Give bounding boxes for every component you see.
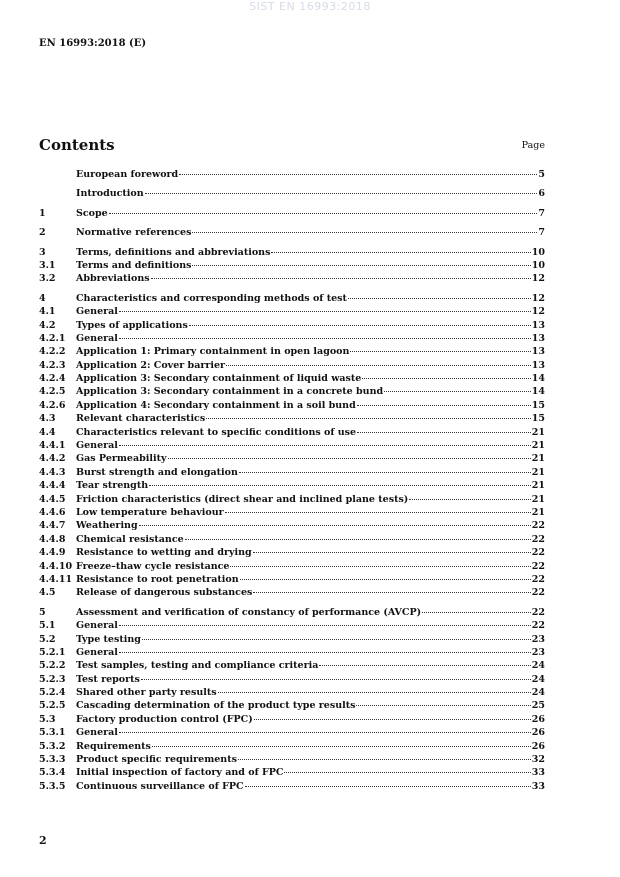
toc-entry-page: 22: [531, 587, 545, 599]
toc-entry-page: 22: [531, 606, 545, 618]
toc-entry-title: European foreword: [76, 169, 179, 180]
toc-entry[interactable]: [39, 305, 545, 318]
toc-entry-page: 13: [531, 319, 545, 331]
toc-entry-title: Weathering: [76, 520, 138, 532]
toc-entry-page: 21: [531, 426, 545, 438]
toc-dot-leader: [119, 337, 531, 339]
toc-entry-number: 5.2.1: [39, 646, 66, 658]
toc-entry-number: 4.4.3: [39, 466, 66, 478]
toc-entry-page: 23: [531, 633, 545, 645]
toc-entry-page: 22: [531, 533, 545, 545]
toc-entry[interactable]: [39, 452, 545, 465]
toc-dot-leader: [271, 251, 530, 253]
toc-entry[interactable]: [39, 372, 545, 385]
toc-entry[interactable]: [39, 726, 545, 739]
toc-entry-number: 3.1: [39, 259, 56, 271]
toc-entry[interactable]: [39, 686, 545, 699]
toc-entry-page: 13: [531, 359, 545, 371]
toc-entry-page: 12: [531, 292, 545, 304]
toc-entry-number: 5.2.5: [39, 700, 66, 712]
toc-entry[interactable]: [39, 560, 545, 573]
toc-dot-leader: [179, 173, 537, 175]
toc-entry-title: Requirements: [76, 740, 151, 752]
toc-entry-title: Application 4: Secondary containment in a soil bund: [76, 399, 356, 411]
toc-dot-leader: [238, 758, 531, 760]
toc-entry-title: Relevant characteristics: [76, 413, 206, 425]
toc-entry-page: 13: [531, 346, 545, 358]
toc-entry-title: Characteristics and corresponding methods of test: [76, 292, 347, 304]
toc-entry[interactable]: [39, 533, 545, 546]
toc-dot-leader: [109, 212, 538, 214]
toc-dot-leader: [119, 731, 531, 733]
toc-entry-page: 21: [531, 453, 545, 465]
toc-entry-title: Product specific requirements: [76, 754, 237, 766]
toc-entry-page: 22: [531, 560, 545, 572]
toc-dot-leader: [139, 524, 531, 526]
toc-entry-number: 4.2.5: [39, 386, 66, 398]
toc-entry-page: 21: [531, 480, 545, 492]
toc-entry-number: 5.1: [39, 620, 56, 632]
toc-entry-title: Shared other party results: [76, 687, 217, 699]
toc-entry[interactable]: [39, 187, 545, 200]
watermark: SIST EN 16993:2018: [249, 0, 371, 13]
toc-dot-leader: [357, 404, 531, 406]
toc-entry-number: 5.2.2: [39, 660, 66, 672]
toc-entry-title: Factory production control (FPC): [76, 713, 253, 725]
toc-dot-leader: [206, 417, 531, 419]
toc-entry-page: 15: [531, 399, 545, 411]
toc-entry-page: 22: [531, 573, 545, 585]
toc-entry[interactable]: [39, 359, 545, 372]
toc-entry-title: Abbreviations: [76, 273, 150, 285]
toc-entry[interactable]: [39, 412, 545, 425]
toc-entry-page: 21: [531, 506, 545, 518]
toc-entry-title: Release of dangerous substances: [76, 587, 253, 599]
toc-entry-title: Test reports: [76, 673, 140, 685]
toc-entry-page: 14: [531, 386, 545, 398]
toc-dot-leader: [218, 691, 531, 693]
toc-entry-number: 4.4.2: [39, 453, 66, 465]
toc-entry-number: 5.3: [39, 713, 56, 725]
toc-dot-leader: [119, 310, 531, 312]
toc-entry[interactable]: [39, 586, 545, 599]
toc-entry-title: Characteristics relevant to specific conditions of use: [76, 426, 357, 438]
toc-entry-page: 6: [538, 188, 545, 200]
toc-entry[interactable]: [39, 207, 545, 220]
toc-entry-page: 32: [531, 754, 545, 766]
toc-entry-title: General: [76, 332, 118, 344]
toc-entry-title: Test samples, testing and compliance criteria: [76, 660, 319, 672]
toc-dot-leader: [225, 511, 531, 513]
toc-entry-title: Freeze–thaw cycle resistance: [76, 560, 230, 572]
toc-dot-leader: [168, 457, 531, 459]
toc-entry-number: 4.4.1: [39, 440, 66, 452]
toc-entry[interactable]: [39, 332, 545, 345]
toc-entry[interactable]: [39, 619, 545, 632]
toc-entry[interactable]: [39, 780, 545, 793]
toc-entry-title: Friction characteristics (direct shear and inclined plane tests): [76, 493, 409, 505]
toc-dot-leader: [350, 350, 530, 352]
toc-entry-page: 22: [531, 620, 545, 632]
toc-entry[interactable]: [39, 519, 545, 532]
toc-dot-leader: [142, 638, 531, 640]
contents-heading: Contents: [39, 136, 115, 154]
toc-entry-title: Types of applications: [76, 319, 188, 331]
toc-dot-leader: [240, 578, 531, 580]
toc-entry-page: 33: [531, 780, 545, 792]
toc-entry-page: 24: [531, 687, 545, 699]
toc-entry-page: 15: [531, 413, 545, 425]
toc-entry-title: Tear strength: [76, 480, 149, 492]
toc-entry-number: 5.3.1: [39, 727, 66, 739]
toc-entry-title: Terms, definitions and abbreviations: [76, 246, 271, 258]
toc-entry-number: 4.4.8: [39, 533, 66, 545]
toc-entry-page: 10: [531, 259, 545, 271]
toc-entry-title: Cascading determination of the product type results: [76, 700, 356, 712]
toc-dot-leader: [254, 718, 531, 720]
toc-entry-page: 21: [531, 466, 545, 478]
toc-dot-leader: [119, 624, 531, 626]
toc-entry-page: 24: [531, 660, 545, 672]
toc-entry[interactable]: [39, 573, 545, 586]
toc-entry-number: 4.2.3: [39, 359, 66, 371]
toc-entry[interactable]: [39, 385, 545, 398]
toc-entry[interactable]: [39, 493, 545, 506]
toc-entry-title: Chemical resistance: [76, 533, 184, 545]
toc-entry-title: Burst strength and elongation: [76, 466, 238, 478]
toc-entry-title: Low temperature behaviour: [76, 506, 224, 518]
toc-entry-page: 12: [531, 273, 545, 285]
toc-entry[interactable]: [39, 319, 545, 332]
toc-dot-leader: [192, 231, 537, 233]
toc-entry-number: 2: [39, 227, 46, 239]
toc-dot-leader: [189, 324, 531, 326]
toc-entry-title: Application 1: Primary containment in open lagoon: [76, 346, 350, 358]
toc-dot-leader: [239, 471, 531, 473]
toc-entry[interactable]: [39, 439, 545, 452]
toc-entry[interactable]: [39, 168, 545, 181]
toc-entry[interactable]: [39, 753, 545, 766]
toc-entry-page: 26: [531, 713, 545, 725]
toc-entry-number: 4.2.2: [39, 346, 66, 358]
toc-entry-page: 7: [538, 207, 545, 219]
toc-entry-page: 26: [531, 727, 545, 739]
toc-entry[interactable]: [39, 766, 545, 779]
toc-dot-leader: [141, 678, 531, 680]
toc-entry-number: 4.4.11: [39, 573, 73, 585]
toc-entry[interactable]: [39, 659, 545, 672]
toc-entry[interactable]: [39, 479, 545, 492]
toc-dot-leader: [119, 651, 531, 653]
toc-dot-leader: [253, 551, 531, 553]
toc-entry-number: 5: [39, 606, 46, 618]
toc-dot-leader: [152, 745, 531, 747]
toc-dot-leader: [192, 264, 530, 266]
toc-entry[interactable]: [39, 633, 545, 646]
toc-entry-page: 14: [531, 373, 545, 385]
toc-entry-page: 21: [531, 440, 545, 452]
toc-entry-title: Type testing: [76, 633, 141, 645]
toc-entry[interactable]: [39, 399, 545, 412]
toc-entry-page: 33: [531, 767, 545, 779]
toc-entry[interactable]: [39, 426, 545, 439]
toc-entry-title: Gas Permeability: [76, 453, 167, 465]
toc-entry-number: 4.5: [39, 587, 56, 599]
toc-dot-leader: [356, 704, 530, 706]
toc-entry-number: 4.1: [39, 306, 56, 318]
toc-entry-number: 5.3.2: [39, 740, 66, 752]
toc-dot-leader: [230, 565, 530, 567]
toc-entry-number: 4.4.9: [39, 547, 66, 559]
toc-dot-leader: [245, 785, 531, 787]
toc-entry[interactable]: [39, 646, 545, 659]
toc-entry[interactable]: [39, 606, 545, 619]
toc-entry-page: 12: [531, 306, 545, 318]
toc-entry-number: 4.4.7: [39, 520, 66, 532]
table-of-contents: [39, 168, 545, 793]
toc-entry-number: 4.4.6: [39, 506, 66, 518]
toc-entry-page: 22: [531, 520, 545, 532]
toc-entry[interactable]: [39, 740, 545, 753]
toc-entry-page: 10: [531, 246, 545, 258]
toc-entry-number: 4.2.4: [39, 373, 66, 385]
toc-entry-number: 4.4.5: [39, 493, 66, 505]
toc-dot-leader: [145, 192, 538, 194]
toc-dot-leader: [384, 390, 531, 392]
toc-dot-leader: [151, 277, 531, 279]
toc-entry-number: 4.2.6: [39, 399, 66, 411]
toc-dot-leader: [357, 431, 531, 433]
toc-entry-title: Application 3: Secondary containment of liquid waste: [76, 373, 362, 385]
footer-page-number: 2: [39, 834, 47, 847]
toc-entry-page: 25: [531, 700, 545, 712]
toc-entry[interactable]: [39, 259, 545, 272]
toc-entry-number: 5.2.3: [39, 673, 66, 685]
toc-entry[interactable]: [39, 506, 545, 519]
toc-dot-leader: [319, 664, 530, 666]
toc-entry-number: 4.2: [39, 319, 56, 331]
toc-entry-title: General: [76, 620, 118, 632]
toc-dot-leader: [185, 538, 531, 540]
toc-entry-page: 26: [531, 740, 545, 752]
toc-dot-leader: [149, 484, 531, 486]
toc-entry-number: 5.3.4: [39, 767, 66, 779]
toc-entry-title: Continuous surveillance of FPC: [76, 780, 244, 792]
toc-dot-leader: [226, 364, 531, 366]
toc-entry-number: 3.2: [39, 273, 56, 285]
toc-entry-number: 5.3.5: [39, 780, 66, 792]
toc-entry-number: 4.4.4: [39, 480, 66, 492]
toc-entry-number: 4.2.1: [39, 332, 66, 344]
toc-dot-leader: [409, 498, 530, 500]
toc-entry-number: 5.3.3: [39, 754, 66, 766]
toc-entry-title: Resistance to wetting and drying: [76, 547, 252, 559]
toc-dot-leader: [362, 377, 530, 379]
toc-dot-leader: [422, 611, 531, 613]
toc-entry-page: 13: [531, 332, 545, 344]
toc-entry-number: 5.2.4: [39, 687, 66, 699]
toc-entry[interactable]: [39, 673, 545, 686]
toc-entry[interactable]: [39, 226, 545, 239]
toc-entry-page: 24: [531, 673, 545, 685]
toc-entry-number: 3: [39, 246, 46, 258]
toc-entry[interactable]: [39, 713, 545, 726]
toc-entry-title: Scope: [76, 207, 108, 219]
toc-dot-leader: [348, 297, 531, 299]
toc-entry-number: 5.2: [39, 633, 56, 645]
toc-entry[interactable]: [39, 699, 545, 712]
document-id: EN 16993:2018 (E): [39, 38, 147, 49]
toc-entry-page: 23: [531, 646, 545, 658]
toc-entry-page: 22: [531, 547, 545, 559]
toc-entry[interactable]: [39, 272, 545, 285]
toc-entry-title: General: [76, 727, 118, 739]
toc-entry-number: 4.4.10: [39, 560, 73, 572]
toc-dot-leader: [119, 444, 531, 446]
toc-entry-number: 4.4: [39, 426, 56, 438]
toc-entry[interactable]: [39, 292, 545, 305]
toc-entry-title: Application 2: Cover barrier: [76, 359, 226, 371]
toc-entry-number: 4.3: [39, 413, 56, 425]
toc-entry-number: 4: [39, 292, 46, 304]
toc-entry-title: Introduction: [76, 188, 144, 200]
toc-entry-title: Terms and definitions: [76, 259, 192, 271]
toc-entry-title: General: [76, 440, 118, 452]
toc-entry-title: Application 3: Secondary containment in a concrete bund: [76, 386, 384, 398]
toc-entry-title: Resistance to root penetration: [76, 573, 239, 585]
toc-entry-number: 1: [39, 207, 46, 219]
toc-entry-title: General: [76, 306, 118, 318]
toc-entry[interactable]: [39, 345, 545, 358]
toc-entry-title: Assessment and verification of constancy of performance (AVCP): [76, 606, 422, 618]
toc-entry-title: Normative references: [76, 227, 192, 239]
toc-entry-page: 5: [538, 169, 545, 180]
toc-entry-title: Initial inspection of factory and of FPC: [76, 767, 284, 779]
toc-entry-page: 7: [538, 227, 545, 239]
toc-dot-leader: [284, 771, 530, 773]
toc-dot-leader: [253, 591, 530, 593]
page-column-label: Page: [521, 140, 545, 151]
toc-entry[interactable]: [39, 466, 545, 479]
toc-entry[interactable]: [39, 546, 545, 559]
toc-entry-title: General: [76, 646, 118, 658]
toc-entry-page: 21: [531, 493, 545, 505]
toc-entry[interactable]: [39, 246, 545, 259]
